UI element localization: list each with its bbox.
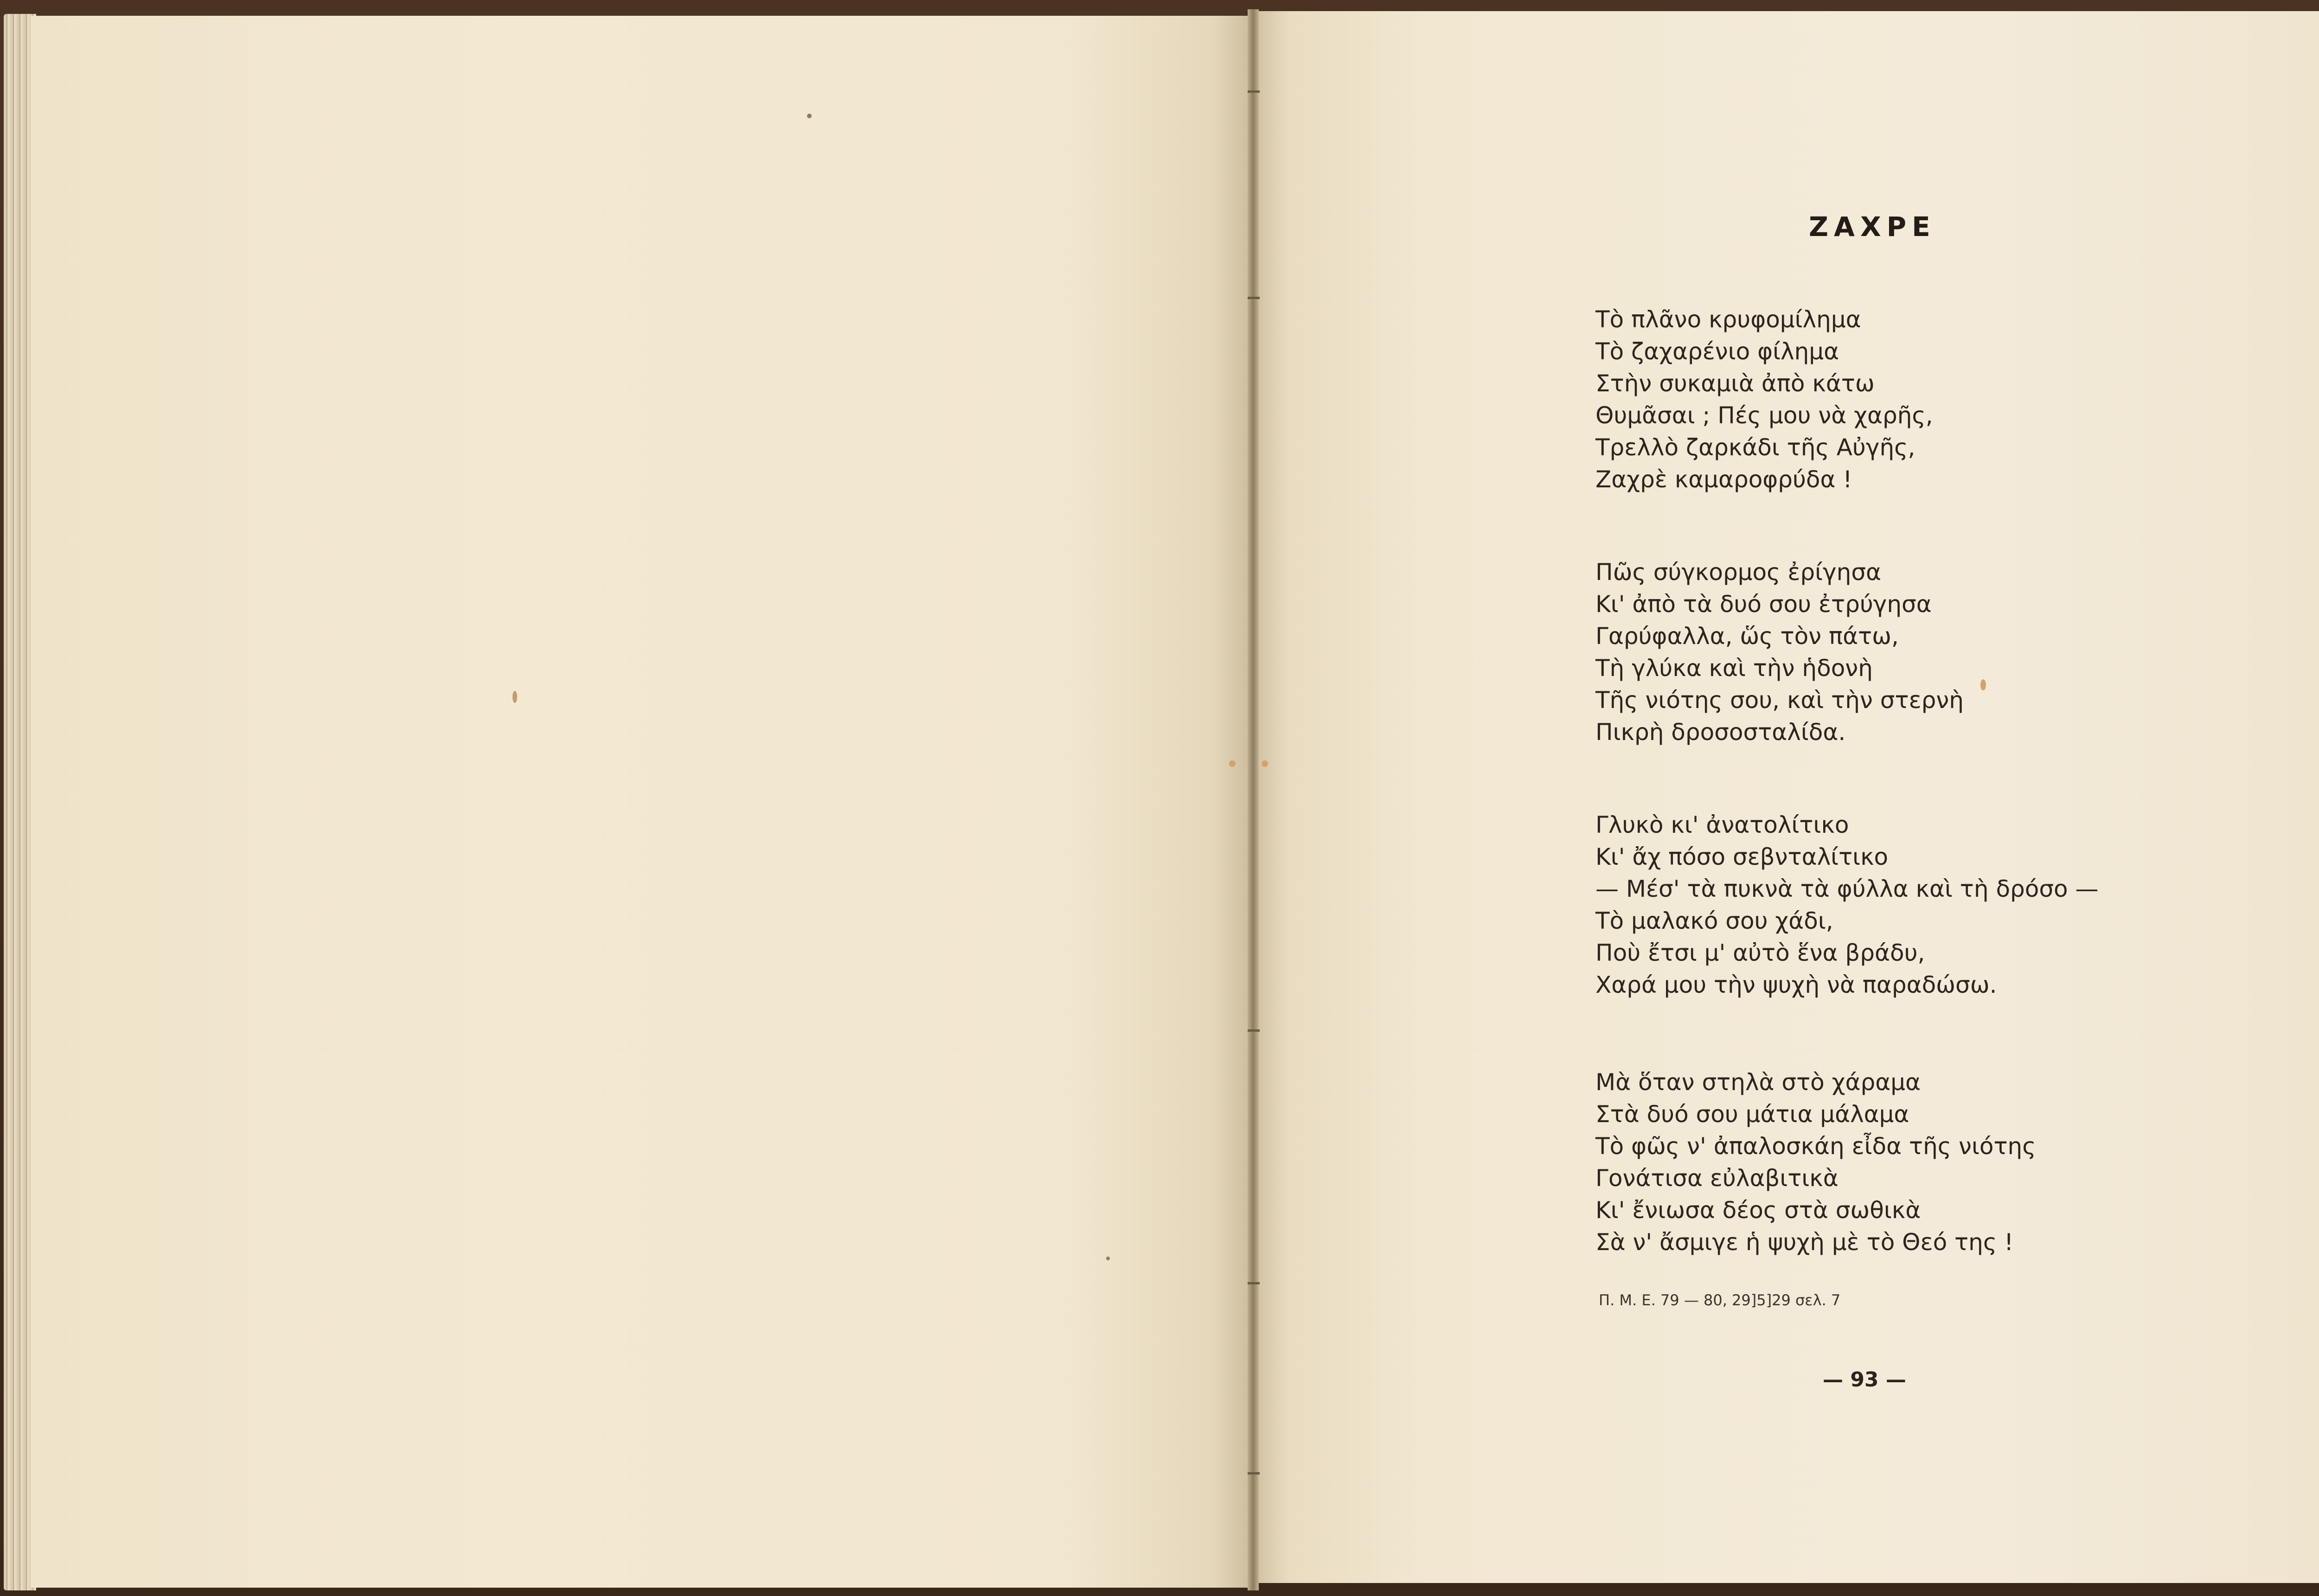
right-page bbox=[1252, 11, 2319, 1583]
poem-line: Σὰ ν' ἄσμιγε ἡ ψυχὴ μὲ τὸ Θεό της ! bbox=[1595, 1229, 2014, 1256]
poem-line: Τὸ ζαχαρένιο φίλημα bbox=[1595, 338, 1839, 365]
poem-line: Κι' ἀπὸ τὰ δυό σου ἐτρύγησα bbox=[1595, 591, 1932, 618]
poem-line: Γαρύφαλλα, ὥς τὸν πάτω, bbox=[1595, 623, 1899, 650]
page-number: — 93 — bbox=[1823, 1368, 1906, 1392]
poem-line: Κι' ἄχ πόσο σεβνταλίτικο bbox=[1595, 843, 1889, 870]
book-gutter bbox=[1248, 9, 1259, 1590]
poem-title: ΖΑΧΡΕ bbox=[1809, 211, 1936, 243]
binding-stitch bbox=[1248, 1282, 1260, 1284]
poem-line: — Μέσ' τὰ πυκνὰ τὰ φύλλα καὶ τὴ δρόσο — bbox=[1595, 875, 2099, 902]
binding-stitch bbox=[1248, 90, 1260, 93]
stanza-2 bbox=[1595, 556, 2245, 748]
left-page bbox=[31, 16, 1250, 1588]
paper-speck bbox=[1229, 760, 1236, 767]
poem-line: Ποὺ ἔτσι μ' αὐτὸ ἕνα βράδυ, bbox=[1595, 939, 1925, 966]
poem-line: Στὴν συκαμιὰ ἀπὸ κάτω bbox=[1595, 370, 1875, 397]
binding-stitch bbox=[1248, 297, 1260, 299]
paper-speck bbox=[1106, 1257, 1110, 1260]
stanza-3 bbox=[1595, 809, 2245, 1001]
binding-stitch bbox=[1248, 1472, 1260, 1475]
paper-speck bbox=[1262, 760, 1268, 767]
poem-line: Χαρά μου τὴν ψυχὴ νὰ παραδώσω. bbox=[1595, 971, 1997, 998]
paper-speck bbox=[807, 114, 812, 118]
poem-line: Τὸ φῶς ν' ἀπαλοσκάη εἶδα τῆς νιότης bbox=[1595, 1133, 2036, 1160]
poem-line: Γλυκὸ κι' ἀνατολίτικο bbox=[1595, 811, 1849, 838]
poem-line: Τὸ μαλακό σου χάδι, bbox=[1595, 907, 1833, 934]
poem-line: Τὴ γλύκα καὶ τὴν ἡδονὴ bbox=[1595, 655, 1873, 682]
binding-stitch bbox=[1248, 1029, 1260, 1032]
poem-line: Πῶς σύγκορμος ἐρίγησα bbox=[1595, 559, 1881, 586]
poem-line: Μὰ ὅταν στηλὰ στὸ χάραμα bbox=[1595, 1069, 1921, 1096]
poem-line: Θυμᾶσαι ; Πές μου νὰ χαρῆς, bbox=[1595, 402, 1933, 429]
poem-line: Κι' ἔνιωσα δέος στὰ σωθικὰ bbox=[1595, 1197, 1921, 1224]
stanza-1 bbox=[1595, 304, 2245, 496]
poem-line: Τὸ πλᾶνο κρυφομίλημα bbox=[1595, 306, 1861, 333]
poem-line: Τρελλὸ ζαρκάδι τῆς Αὐγῆς, bbox=[1595, 434, 1915, 461]
poem-line: Ζαχρὲ καμαροφρύδα ! bbox=[1595, 466, 1852, 493]
poem-line: Στὰ δυό σου μάτια μάλαμα bbox=[1595, 1101, 1909, 1128]
stanza-4 bbox=[1595, 1066, 2245, 1258]
poem-line: Τῆς νιότης σου, καὶ τὴν στερνὴ bbox=[1595, 687, 1964, 714]
source-citation: Π. Μ. Ε. 79 — 80, 29]5]29 σελ. 7 bbox=[1599, 1291, 1841, 1309]
poem-line: Πικρὴ δροσοσταλίδα. bbox=[1595, 719, 1846, 746]
poem-line: Γονάτισα εὐλαβιτικὰ bbox=[1595, 1165, 1839, 1192]
paper-speck bbox=[512, 691, 517, 703]
